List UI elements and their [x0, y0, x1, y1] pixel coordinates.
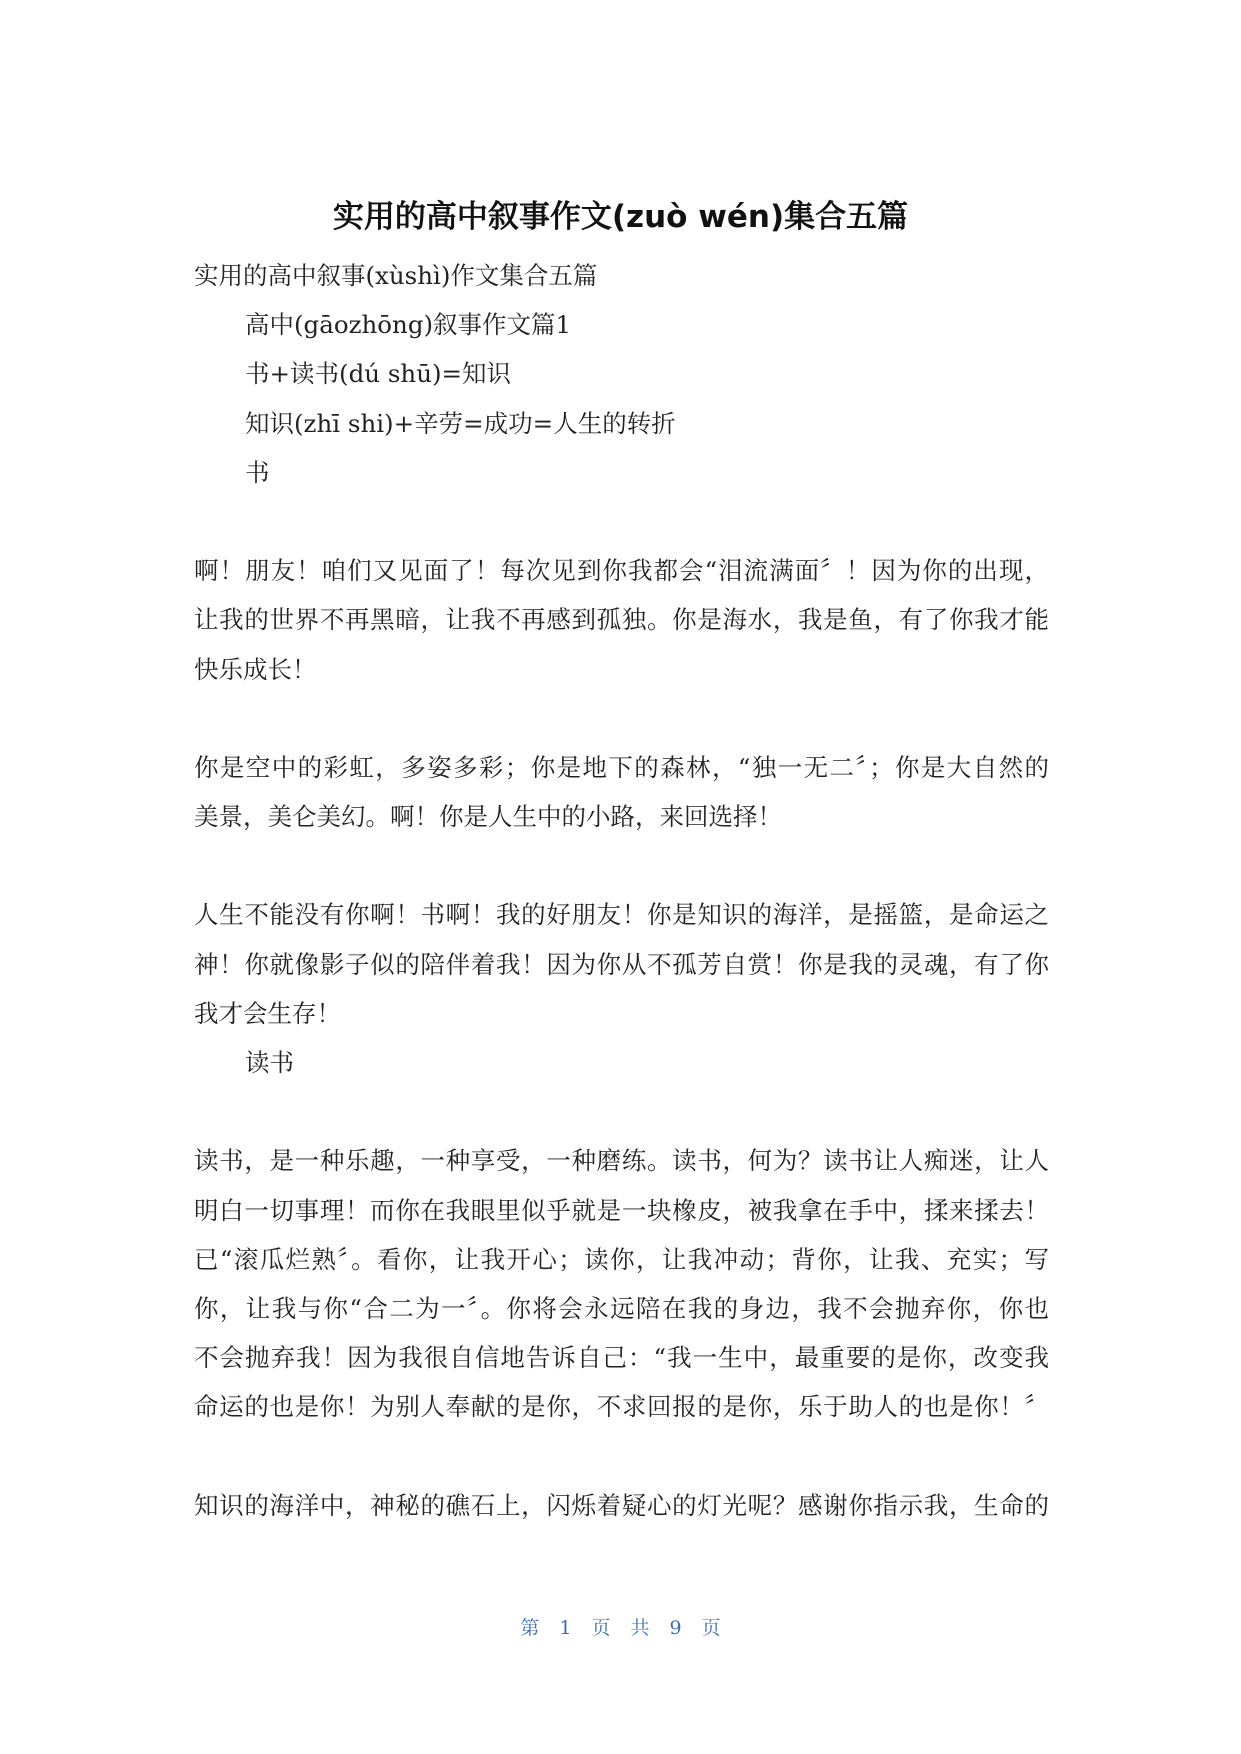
paragraph-line: 你是空中的彩虹，多姿多彩；你是地下的森林，“独一无二〞；你是大自然的	[194, 752, 1049, 782]
paragraph-line: 人生不能没有你啊！书啊！我的好朋友！你是知识的海洋，是摇篮，是命运之	[194, 900, 1049, 930]
paragraph-line: 明白一切事理！而你在我眼里似乎就是一块橡皮，被我拿在手中，揉来揉去！	[194, 1195, 1049, 1225]
paragraph	[194, 890, 1049, 1038]
paragraph-line: 你，让我与你“合二为一〞。你将会永远陪在我的身边，我不会抛弃你，你也	[194, 1293, 1049, 1323]
paragraph-line: 美景，美仑美幻。啊！你是人生中的小路，来回选择！	[194, 802, 782, 832]
paragraph	[194, 1481, 1049, 1530]
paragraph-line: 读书，是一种乐趣，一种享受，一种磨练。读书，何为？读书让人痴迷，让人	[194, 1146, 1049, 1176]
paragraph-line: 我才会生存！	[194, 998, 341, 1028]
section-heading: 高中(gāozhōng)叙事作文篇1	[245, 310, 572, 340]
paragraph-line: 让我的世界不再黑暗，让我不再感到孤独。你是海水，我是鱼，有了你我才能	[194, 605, 1049, 635]
verse-line: 知识(zhī shi)+辛劳=成功=人生的转折	[245, 408, 676, 438]
paragraph-line: 啊！朋友！咱们又见面了！每次见到你我都会“泪流满面〞！因为你的出现，	[194, 556, 1049, 586]
paragraph-line: 命运的也是你！为别人奉献的是你，不求回报的是你，乐于助人的也是你！〞	[194, 1392, 1049, 1422]
paragraph-line: 已“滚瓜烂熟〞。看你，让我开心；读你，让我冲动；背你，让我、充实；写	[194, 1244, 1049, 1274]
paragraph-line: 神！你就像影子似的陪伴着我！因为你从不孤芳自赏！你是我的灵魂，有了你	[194, 949, 1049, 979]
paragraph	[194, 1136, 1049, 1431]
subheading: 读书	[245, 1048, 294, 1077]
verse-line: 书+读书(dú shū)=知识	[245, 359, 512, 389]
paragraph-line: 知识的海洋中，神秘的礁石上，闪烁着疑心的灯光呢？感谢你指示我，生命的	[194, 1490, 1049, 1520]
document-title: 实用的高中叙事作文(zuò wén)集合五篇	[332, 199, 909, 235]
paragraph	[194, 743, 1049, 841]
document-body	[194, 251, 1049, 1530]
page-number-footer: 第 1 页 共 9 页	[520, 1617, 721, 1639]
paragraph-line: 不会抛弃我！因为我很自信地告诉自己：“我一生中，最重要的是你，改变我	[194, 1343, 1049, 1373]
document-subtitle: 实用的高中叙事(xùshì)作文集合五篇	[194, 261, 598, 290]
verse-line: 书	[245, 457, 270, 487]
paragraph	[194, 546, 1049, 694]
paragraph-line: 快乐成长！	[194, 654, 317, 684]
